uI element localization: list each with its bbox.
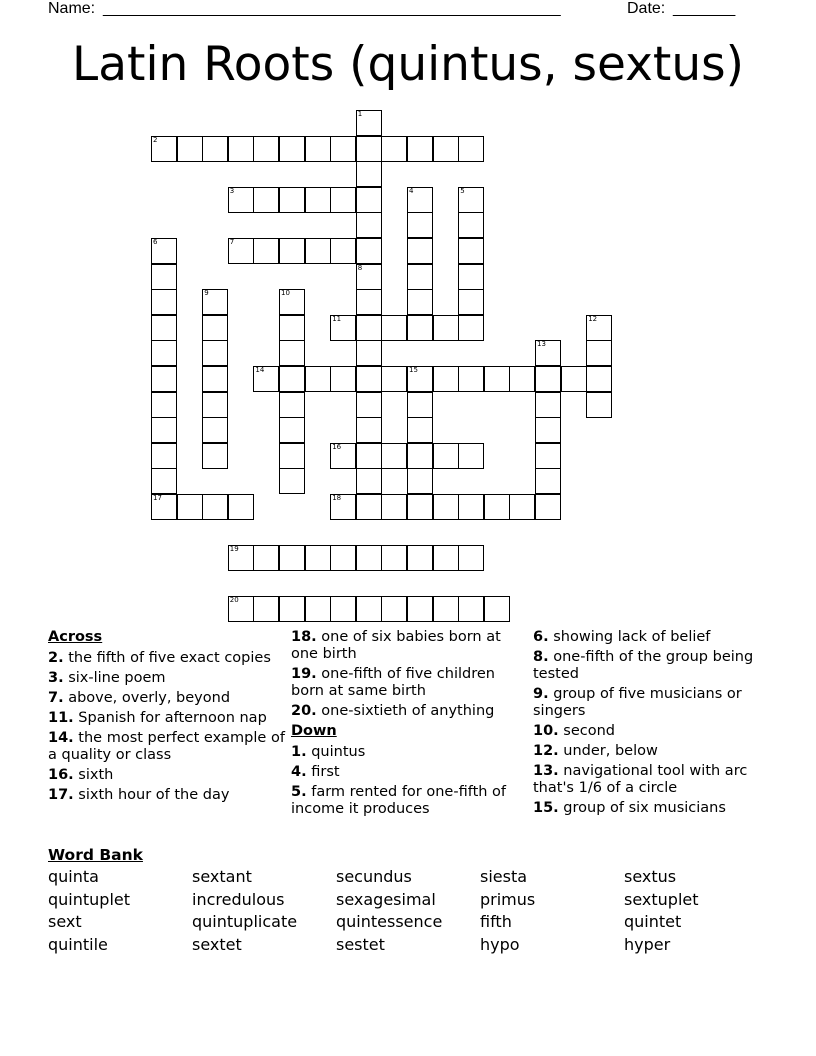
clue-number: 14 <box>255 366 265 374</box>
clue-number: 9 <box>204 289 209 298</box>
grid-cell[interactable] <box>151 136 177 162</box>
grid-cell[interactable] <box>177 136 203 162</box>
grid-cell[interactable] <box>535 494 561 520</box>
clue-number: 20 <box>229 596 239 605</box>
grid-cell[interactable] <box>458 289 484 315</box>
clue-item-number: 13. <box>533 763 559 779</box>
grid-cell[interactable] <box>279 443 305 469</box>
clue-item-text: one-sixtieth of anything <box>316 703 495 719</box>
grid-cell[interactable] <box>253 366 279 392</box>
grid-cell[interactable] <box>407 366 433 392</box>
grid-cell[interactable] <box>458 238 484 264</box>
grid-cell[interactable] <box>279 187 305 213</box>
clue-item-number: 10. <box>533 723 559 739</box>
clue-number: 15 <box>409 366 418 374</box>
grid-cell[interactable] <box>151 392 177 418</box>
grid-cell[interactable] <box>202 366 228 392</box>
grid-cell[interactable] <box>535 340 561 366</box>
clue-item-number: 6. <box>533 629 549 645</box>
clue-number: 18 <box>332 494 342 502</box>
grid-cell[interactable] <box>253 596 279 622</box>
grid-cell[interactable] <box>228 494 254 520</box>
word-bank-item: secundus <box>336 867 412 886</box>
grid-cell[interactable] <box>151 289 177 315</box>
grid-cell[interactable] <box>484 596 510 622</box>
grid-cell[interactable] <box>356 187 382 213</box>
word-bank-heading: Word Bank <box>48 846 143 864</box>
clue-item-number: 4. <box>291 764 307 780</box>
clue-item-number: 18. <box>291 629 317 645</box>
grid-cell[interactable] <box>228 238 254 264</box>
word-bank-item: sextet <box>192 934 242 954</box>
clue-item-text: showing lack of belief <box>548 629 711 645</box>
clue-item <box>533 686 773 720</box>
grid-cell[interactable] <box>279 545 305 571</box>
grid-cell[interactable] <box>356 366 382 392</box>
grid-cell[interactable] <box>356 417 382 443</box>
grid-cell[interactable] <box>535 468 561 494</box>
grid-cell[interactable] <box>509 366 535 392</box>
clue-item-text: one of six babies born at one birth <box>291 629 501 662</box>
grid-cell[interactable] <box>305 366 331 392</box>
grid-cell[interactable] <box>151 468 177 494</box>
grid-cell[interactable] <box>356 315 382 341</box>
clue-item <box>48 787 288 804</box>
clue-item <box>48 710 288 727</box>
grid-cell[interactable] <box>509 494 535 520</box>
grid-cell[interactable] <box>407 596 433 622</box>
grid-cell[interactable] <box>305 596 331 622</box>
clue-number: 17 <box>153 494 162 502</box>
page-title: Latin Roots (quintus, sextus) <box>72 37 744 92</box>
grid-cell[interactable] <box>279 340 305 366</box>
clue-item-number: 3. <box>48 670 64 686</box>
clue-item-number: 7. <box>48 690 64 706</box>
grid-cell[interactable] <box>458 136 484 162</box>
grid-cell[interactable] <box>381 596 407 622</box>
grid-cell[interactable] <box>407 443 433 469</box>
clue-item <box>533 743 773 760</box>
clues-column-1 <box>48 629 288 807</box>
word-bank-item: quintuplet <box>48 889 131 909</box>
grid-cell[interactable] <box>279 417 305 443</box>
clue-number: 13 <box>537 340 546 349</box>
grid-cell[interactable] <box>458 315 484 341</box>
grid-cell[interactable] <box>305 136 331 162</box>
grid-cell[interactable] <box>433 596 459 622</box>
clue-number: 5 <box>460 186 465 195</box>
clue-item-text: one-fifth of the group being tested <box>533 649 754 682</box>
clue-item-text: navigational tool with arc that's 1/6 of a circle <box>533 763 748 796</box>
grid-cell[interactable] <box>535 392 561 418</box>
clue-item-text: above, overly, beyond <box>63 690 231 706</box>
clue-item-number: 1. <box>291 744 307 760</box>
word-bank-item: incredulous <box>192 889 285 909</box>
grid-cell[interactable] <box>586 366 612 392</box>
date-line[interactable]: _______ <box>673 0 736 17</box>
grid-cell[interactable] <box>202 315 228 341</box>
clue-item <box>48 670 288 687</box>
grid-cell[interactable] <box>330 187 356 213</box>
grid-cell[interactable] <box>484 494 510 520</box>
clues-column-3 <box>533 629 773 820</box>
clue-item-text: one-fifth of five children born at same birth <box>291 666 495 699</box>
clue-number: 19 <box>229 545 239 554</box>
grid-cell[interactable] <box>356 161 382 187</box>
grid-cell[interactable] <box>151 443 177 469</box>
clue-item-text: the most perfect example of a quality or class <box>48 730 285 763</box>
word-bank-item: sestet <box>336 934 385 954</box>
grid-cell[interactable] <box>228 596 254 622</box>
grid-cell[interactable] <box>407 238 433 264</box>
grid-cell[interactable] <box>202 136 228 162</box>
grid-cell[interactable] <box>458 494 484 520</box>
clue-item-text: group of five musicians or singers <box>533 686 742 719</box>
across-heading: Across <box>48 629 103 645</box>
grid-cell[interactable] <box>381 443 407 469</box>
word-bank-item: quintet <box>624 912 682 932</box>
clue-number: 1 <box>357 110 363 118</box>
clue-item-number: 8. <box>533 649 549 665</box>
word-bank-item: sextant <box>192 867 252 886</box>
clue-item-number: 16. <box>48 767 74 783</box>
grid-cell[interactable] <box>458 443 484 469</box>
grid-cell[interactable] <box>330 136 356 162</box>
clue-item-text: sixth hour of the day <box>73 787 230 803</box>
grid-cell[interactable] <box>151 494 177 520</box>
grid-cell[interactable] <box>253 238 279 264</box>
clue-item <box>291 629 531 663</box>
clue-item-number: 2. <box>48 650 64 666</box>
clue-item-text: group of six musicians <box>558 800 726 816</box>
name-label: Name: <box>48 0 96 17</box>
grid-cell[interactable] <box>330 494 356 520</box>
clue-item <box>533 800 773 817</box>
grid-cell[interactable] <box>253 136 279 162</box>
clue-item-text: under, below <box>558 743 658 759</box>
clue-item-text: first <box>306 764 340 780</box>
clue-item <box>291 784 531 818</box>
grid-cell[interactable] <box>407 136 433 162</box>
grid-cell[interactable] <box>356 392 382 418</box>
grid-cell[interactable] <box>202 443 228 469</box>
grid-cell[interactable] <box>305 187 331 213</box>
grid-cell[interactable] <box>330 315 356 341</box>
word-bank-item: primus <box>480 889 536 909</box>
grid-cell[interactable] <box>356 238 382 264</box>
grid-cell[interactable] <box>433 494 459 520</box>
grid-cell[interactable] <box>356 289 382 315</box>
grid-cell[interactable] <box>407 289 433 315</box>
grid-cell[interactable] <box>356 494 382 520</box>
grid-cell[interactable] <box>279 366 305 392</box>
word-bank-item: quintile <box>48 934 108 954</box>
clue-item-text: sixth <box>73 767 114 783</box>
grid-cell[interactable] <box>381 366 407 392</box>
grid-cell[interactable] <box>253 187 279 213</box>
clue-item-number: 14. <box>48 730 74 746</box>
grid-cell[interactable] <box>535 366 561 392</box>
clue-item-text: quintus <box>306 744 366 760</box>
clue-number: 3 <box>229 186 235 195</box>
clue-item <box>291 666 531 700</box>
clue-item-number: 9. <box>533 686 549 702</box>
grid-cell[interactable] <box>228 187 254 213</box>
clue-item-number: 19. <box>291 666 317 682</box>
grid-cell[interactable] <box>202 289 228 315</box>
grid-cell[interactable] <box>151 238 177 264</box>
clue-item-text: the fifth of five exact copies <box>63 650 271 666</box>
word-bank-item: hypo <box>480 934 520 954</box>
grid-cell[interactable] <box>381 136 407 162</box>
clue-item <box>533 723 773 740</box>
word-bank-item: hyper <box>624 934 671 954</box>
grid-cell[interactable] <box>381 315 407 341</box>
grid-cell[interactable] <box>330 366 356 392</box>
grid-cell[interactable] <box>586 315 612 341</box>
clue-number: 4 <box>409 186 414 195</box>
grid-cell[interactable] <box>228 136 254 162</box>
clue-number: 10 <box>281 289 290 298</box>
grid-cell[interactable] <box>279 289 305 315</box>
clue-item <box>48 767 288 784</box>
clue-item-text: second <box>558 723 616 739</box>
grid-cell[interactable] <box>330 545 356 571</box>
grid-cell[interactable] <box>407 212 433 238</box>
grid-cell[interactable] <box>458 212 484 238</box>
clue-item-text: Spanish for afternoon nap <box>73 710 267 726</box>
grid-cell[interactable] <box>330 443 356 469</box>
grid-cell[interactable] <box>535 417 561 443</box>
grid-cell[interactable] <box>356 212 382 238</box>
word-bank-item: quintuplicate <box>192 912 298 932</box>
grid-cell[interactable] <box>356 545 382 571</box>
grid-cell[interactable] <box>381 494 407 520</box>
grid-cell[interactable] <box>356 443 382 469</box>
grid-cell[interactable] <box>458 545 484 571</box>
grid-cell[interactable] <box>433 136 459 162</box>
grid-cell[interactable] <box>356 110 382 136</box>
grid-cell[interactable] <box>484 366 510 392</box>
grid-cell[interactable] <box>228 545 254 571</box>
clue-number: 7 <box>229 238 235 246</box>
grid-cell[interactable] <box>458 264 484 290</box>
grid-cell[interactable] <box>407 392 433 418</box>
grid-cell[interactable] <box>407 264 433 290</box>
grid-cell[interactable] <box>458 366 484 392</box>
grid-cell[interactable] <box>458 596 484 622</box>
grid-cell[interactable] <box>356 596 382 622</box>
grid-cell[interactable] <box>202 392 228 418</box>
clue-item-number: 15. <box>533 800 559 816</box>
grid-cell[interactable] <box>407 494 433 520</box>
clue-item <box>533 629 773 646</box>
clue-item <box>533 649 773 683</box>
down-heading: Down <box>291 723 337 739</box>
grid-cell[interactable] <box>381 545 407 571</box>
word-bank-item: sext <box>48 912 82 932</box>
clue-item <box>48 690 288 707</box>
clue-item <box>291 764 531 781</box>
grid-cell[interactable] <box>407 187 433 213</box>
clue-item <box>291 703 531 720</box>
grid-cell[interactable] <box>177 494 203 520</box>
grid-cell[interactable] <box>151 417 177 443</box>
word-bank-item: quinta <box>48 867 99 886</box>
grid-cell[interactable] <box>202 340 228 366</box>
grid-cell[interactable] <box>151 315 177 341</box>
word-bank-item: sextuplet <box>624 889 699 909</box>
grid-cell[interactable] <box>279 596 305 622</box>
grid-cell[interactable] <box>407 417 433 443</box>
grid-cell[interactable] <box>356 340 382 366</box>
grid-cell[interactable] <box>279 392 305 418</box>
grid-cell[interactable] <box>458 187 484 213</box>
grid-cell[interactable] <box>535 443 561 469</box>
grid-cell[interactable] <box>253 545 279 571</box>
grid-cell[interactable] <box>151 340 177 366</box>
clue-item <box>48 730 288 764</box>
grid-cell[interactable] <box>279 136 305 162</box>
clue-item-number: 17. <box>48 787 74 803</box>
clue-item-number: 12. <box>533 743 559 759</box>
grid-cell[interactable] <box>356 136 382 162</box>
grid-cell[interactable] <box>202 417 228 443</box>
grid-cell[interactable] <box>151 264 177 290</box>
grid-cell[interactable] <box>356 264 382 290</box>
grid-cell[interactable] <box>407 315 433 341</box>
grid-cell[interactable] <box>407 468 433 494</box>
date-label: Date: <box>627 0 666 17</box>
grid-cell[interactable] <box>305 545 331 571</box>
word-bank-item: fifth <box>480 912 512 932</box>
grid-cell[interactable] <box>433 366 459 392</box>
clue-number: 16 <box>332 442 342 451</box>
clue-number: 12 <box>588 314 598 323</box>
word-bank-item: siesta <box>480 867 528 886</box>
clue-item-number: 5. <box>291 784 307 800</box>
grid-cell[interactable] <box>433 443 459 469</box>
grid-cell[interactable] <box>305 238 331 264</box>
grid-cell[interactable] <box>330 596 356 622</box>
grid-cell[interactable] <box>407 545 433 571</box>
clue-number: 2 <box>153 135 158 144</box>
name-line[interactable]: ____________________________________________________ <box>103 0 561 17</box>
grid-cell[interactable] <box>356 468 382 494</box>
clue-item-text: farm rented for one-fifth of income it produces <box>291 784 507 817</box>
clue-item-number: 11. <box>48 710 74 726</box>
clue-item <box>48 650 288 667</box>
clue-item <box>533 763 773 797</box>
grid-cell[interactable] <box>202 494 228 520</box>
grid-cell[interactable] <box>279 238 305 264</box>
grid-cell[interactable] <box>330 238 356 264</box>
word-bank-item: quintessence <box>336 912 443 932</box>
clue-item-text: six-line poem <box>63 670 166 686</box>
word-bank-item: sextus <box>624 867 677 886</box>
grid-cell[interactable] <box>279 468 305 494</box>
grid-cell[interactable] <box>151 366 177 392</box>
clue-item-number: 20. <box>291 703 317 719</box>
grid-cell[interactable] <box>433 315 459 341</box>
clue-item <box>291 744 531 761</box>
clue-number: 8 <box>357 263 363 272</box>
clues-column-2 <box>291 629 531 821</box>
word-bank-item: sexagesimal <box>336 889 436 909</box>
grid-cell[interactable] <box>279 315 305 341</box>
grid-cell[interactable] <box>586 340 612 366</box>
clue-number: 11 <box>332 314 342 323</box>
clue-number: 6 <box>153 238 158 246</box>
grid-cell[interactable] <box>586 392 612 418</box>
grid-cell[interactable] <box>433 545 459 571</box>
grid-cell[interactable] <box>561 366 587 392</box>
